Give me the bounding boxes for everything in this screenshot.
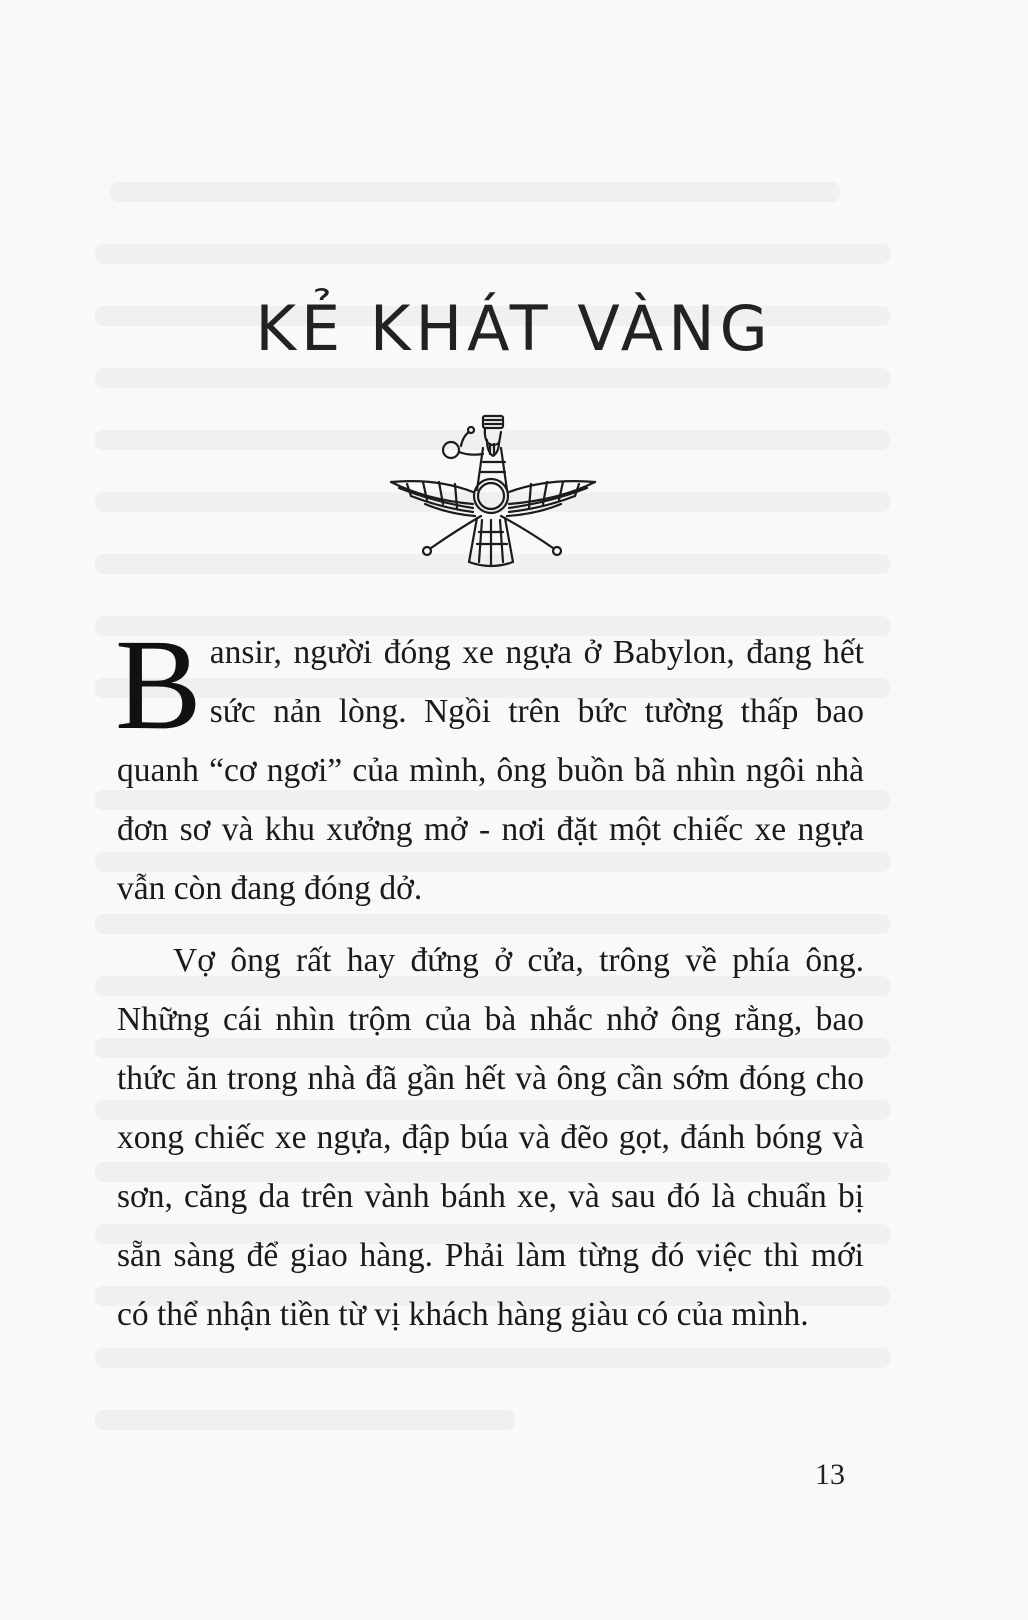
bleed-line [110, 182, 840, 202]
drop-cap: B [115, 613, 202, 757]
bleed-line [95, 1410, 515, 1430]
bleed-line [95, 244, 890, 264]
chapter-body [115, 613, 864, 1344]
page-number: 13 [815, 1458, 845, 1491]
paragraph-2: Vợ ông rất hay đứng ở cửa, trông về phía ông. Những cái nhìn trộm của bà nhắc nhở ông rằng, bao thức ăn trong nhà đã gần hết và ông cần sớm đóng cho xong chiếc xe ngựa, đập búa và đẽo gọt, đánh bóng và sơn, căng da trên vành bánh xe, và sau đó là chuẩn bị sẵn sàng để giao hàng. Phải làm từng đó việc thì mới có thể nhận tiền từ vị khách hàng giàu có của mình. [117, 942, 864, 1333]
bleed-line [95, 368, 890, 388]
paragraph-1 [115, 613, 864, 918]
paragraph-1-text: ansir, người đóng xe ngựa ở Babylon, đang hết sức nản lòng. Ngồi trên bức tường thấp bao quanh “cơ ngơi” của mình, ông buồn bã nhìn ngôi nhà đơn sơ và khu xưởng mở - nơi đặt một chiếc xe ngựa vẫn còn đang đóng dở. [117, 634, 864, 907]
chapter-title: KẺ KHÁT VÀNG [255, 292, 773, 365]
bleed-line [95, 1348, 890, 1368]
faravahar-icon [387, 412, 599, 572]
